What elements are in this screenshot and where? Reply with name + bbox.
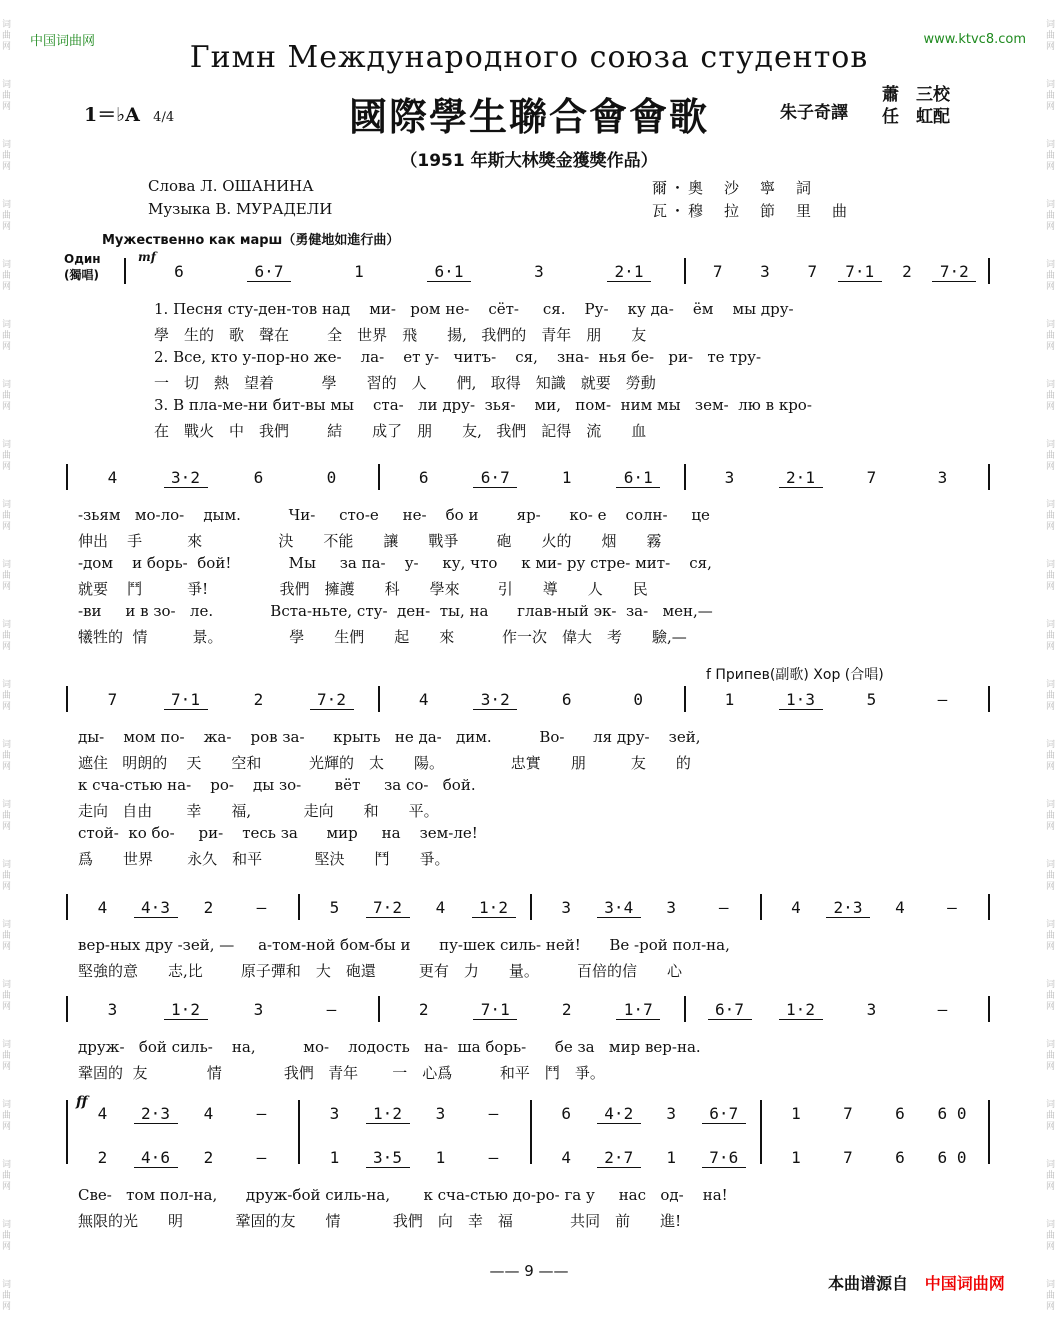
note: 3: [253, 1000, 264, 1019]
watermark-glyph: 曲: [2, 631, 12, 641]
note: 6·7: [473, 468, 517, 488]
watermark-glyph: 词: [2, 20, 12, 30]
note: 3: [329, 1104, 340, 1123]
note: 6: [895, 1104, 905, 1123]
title-chinese: 國際學生聯合會會歌: [348, 94, 709, 139]
lyric-line: 1. Песня сту-ден-тов над ми- ром не- сёт- ся. Ру- ку да- ём мы дру-: [154, 300, 794, 318]
subtitle: （1951 年斯大林獎金獲獎作品）: [400, 151, 658, 171]
barline: [988, 1100, 990, 1164]
watermark-glyph: 曲: [1046, 871, 1056, 881]
lyric-line: к сча-стью на- ро- ды зо- вёт за со- бой.: [78, 776, 476, 794]
watermark-glyph: 词: [1046, 1100, 1056, 1110]
watermark-glyph: 网: [2, 1182, 12, 1192]
words-credit-ru: Слова Л. ОШАНИНА: [148, 177, 314, 195]
barline: [988, 894, 990, 920]
note: 7·2: [366, 898, 410, 918]
note: 3·5: [366, 1148, 410, 1168]
watermark-glyph: 词: [2, 1040, 12, 1050]
watermark-glyph: 网: [2, 522, 12, 532]
watermark-glyph: 曲: [2, 1111, 12, 1121]
watermark-glyph: 曲: [2, 691, 12, 701]
lyric-line: 學 生的 歌 聲在 全 世界 飛 揚, 我們的 青年 朋 友: [154, 326, 647, 344]
watermark-glyph: 词: [2, 200, 12, 210]
note: 6·1: [616, 468, 660, 488]
note: 2: [561, 1000, 572, 1019]
watermark-glyph: 网: [1046, 522, 1056, 532]
watermark-glyph: 词: [1046, 80, 1056, 90]
watermark-glyph: 词: [2, 1280, 12, 1290]
watermark-glyph: 网: [2, 1122, 12, 1132]
watermark-glyph: 网: [1046, 642, 1056, 652]
watermark-glyph: 网: [1046, 102, 1056, 112]
note: 1·7: [616, 1000, 660, 1020]
barline: [378, 686, 380, 712]
site-watermark-left[interactable]: 中国词曲网: [30, 34, 96, 49]
watermark-glyph: 曲: [1046, 1051, 1056, 1061]
watermark-glyph: 词: [1046, 20, 1056, 30]
note: 4·2: [597, 1104, 641, 1124]
watermark-glyph: 网: [2, 1242, 12, 1252]
watermark-glyph: 网: [1046, 342, 1056, 352]
barline: [298, 894, 300, 920]
watermark-glyph: 词: [1046, 740, 1056, 750]
note: 6 0: [937, 1104, 967, 1123]
note: 2·1: [607, 262, 651, 282]
watermark-glyph: 曲: [1046, 511, 1056, 521]
barline: [66, 1100, 68, 1164]
watermark-glyph: 词: [2, 680, 12, 690]
tempo-marking: Мужественно как марш（勇健地如進行曲）: [102, 233, 400, 248]
note: 0: [326, 468, 337, 487]
note: —: [718, 898, 729, 917]
watermark-glyph: 网: [1046, 1122, 1056, 1132]
lyric-line: 一 切 熱 望着 學 習的 人 們, 取得 知識 就要 勞動: [154, 374, 656, 392]
lyric-line: 3. В пла-ме-ни бит-вы мы ста- ли дру- зья- ми, пом- ним мы зем- лю в кро-: [154, 396, 812, 414]
watermark-glyph: 词: [1046, 1220, 1056, 1230]
watermark-glyph: 网: [2, 282, 12, 292]
lyric-line: 在 戰火 中 我們 結 成了 朋 友, 我們 記得 流 血: [154, 422, 647, 440]
barline: [684, 258, 686, 284]
note: 1: [354, 262, 364, 281]
note: 7·2: [310, 690, 354, 710]
watermark-glyph: 词: [2, 860, 12, 870]
lyric-line: -зьям мо-ло- дым. Чи- сто-е не- бо и яр- ко- е солн- це: [78, 506, 710, 524]
note: 6: [561, 690, 572, 709]
translator: 朱子奇譯: [780, 103, 848, 123]
note: 3: [666, 898, 677, 917]
watermark-glyph: 网: [2, 702, 12, 712]
note: 2·1: [779, 468, 823, 488]
watermark-glyph: 曲: [2, 451, 12, 461]
note: 4·3: [134, 898, 178, 918]
watermark-glyph: 曲: [2, 511, 12, 521]
note: 1: [724, 690, 735, 709]
barline: [760, 894, 762, 920]
note: 6: [895, 1148, 905, 1167]
watermark-glyph: 词: [1046, 140, 1056, 150]
note: 7·1: [164, 690, 208, 710]
barline: [66, 894, 68, 920]
note: 1: [791, 1148, 801, 1167]
note: 2·3: [826, 898, 870, 918]
watermark-glyph: 曲: [2, 211, 12, 221]
watermark-glyph: 词: [1046, 440, 1056, 450]
note: —: [488, 1104, 499, 1123]
note: 1·2: [164, 1000, 208, 1020]
site-watermark-right[interactable]: www.ktvc8.com: [923, 32, 1026, 47]
note: 2: [253, 690, 264, 709]
watermark-glyph: 网: [1046, 822, 1056, 832]
watermark-glyph: 网: [2, 162, 12, 172]
watermark-glyph: 网: [1046, 882, 1056, 892]
note: 5: [866, 690, 877, 709]
watermark-glyph: 网: [2, 42, 12, 52]
watermark-glyph: 网: [2, 762, 12, 772]
note: 3: [666, 1104, 677, 1123]
barline: [988, 464, 990, 490]
lyric-line: вер-ных дру -зей, — а-том-ной бом-бы и пу-шек силь- ней! Ве -рой пол-на,: [78, 936, 730, 954]
note: —: [256, 1148, 267, 1167]
lyric-line: -ви и в зо- ле. Вста-ньте, сту- ден- ты, на глав-ный эк- за- мен,—: [78, 602, 713, 620]
watermark-glyph: 词: [1046, 200, 1056, 210]
note: 1·2: [472, 898, 516, 918]
note: 2: [203, 898, 214, 917]
watermark-glyph: 曲: [1046, 1291, 1056, 1301]
watermark-glyph: 曲: [2, 1231, 12, 1241]
note: 4: [561, 1148, 572, 1167]
note: 6 0: [937, 1148, 967, 1167]
watermark-glyph: 网: [2, 822, 12, 832]
barline: [988, 686, 990, 712]
lyric-line: 伸出 手 來 決 不能 讓 戰爭 砲 火的 烟 霧: [78, 532, 662, 550]
watermark-glyph: 曲: [2, 1171, 12, 1181]
watermark-glyph: 曲: [1046, 631, 1056, 641]
watermark-glyph: 词: [2, 1160, 12, 1170]
watermark-glyph: 网: [2, 882, 12, 892]
watermark-glyph: 网: [2, 582, 12, 592]
barline: [378, 996, 380, 1022]
note: 7: [712, 262, 723, 281]
note: 4·6: [134, 1148, 178, 1168]
note: 3: [760, 262, 770, 281]
note: —: [256, 1104, 267, 1123]
barline: [66, 464, 68, 490]
note: 4: [895, 898, 905, 917]
watermark-glyph: 词: [2, 560, 12, 570]
note: 6·7: [702, 1104, 746, 1124]
lyric-line: 遮住 明朗的 天 空和 光輝的 太 陽。 忠實 朋 友 的: [78, 754, 691, 772]
title-russian: Гимн Международного союза студентов: [189, 40, 869, 75]
barline: [298, 1100, 300, 1164]
note: 1: [666, 1148, 677, 1167]
watermark-glyph: 曲: [2, 811, 12, 821]
note: 4: [435, 898, 446, 917]
barline: [684, 464, 686, 490]
watermark-glyph: 曲: [1046, 991, 1056, 1001]
watermark-glyph: 网: [1046, 1302, 1056, 1312]
barline: [66, 996, 68, 1022]
note: 2·7: [597, 1148, 641, 1168]
watermark-glyph: 词: [1046, 500, 1056, 510]
watermark-glyph: 曲: [1046, 451, 1056, 461]
watermark-glyph: 曲: [2, 871, 12, 881]
watermark-glyph: 词: [2, 260, 12, 270]
words-credit-cn: 爾・奧 沙 寧 詞: [652, 179, 815, 197]
note: 3·4: [597, 898, 641, 918]
watermark-glyph: 词: [2, 500, 12, 510]
watermark-glyph: 曲: [1046, 1231, 1056, 1241]
lyric-line: 堅強的意 志,比 原子彈和 大 砲還 更有 力 量。 百倍的信 心: [78, 962, 682, 980]
watermark-glyph: 词: [1046, 860, 1056, 870]
watermark-glyph: 网: [2, 222, 12, 232]
music-credit-cn: 瓦・穆 拉 節 里 曲: [652, 202, 851, 220]
note: 7·1: [473, 1000, 517, 1020]
key-signature: 1＝♭A 4/4: [84, 104, 175, 126]
note: 3: [724, 468, 735, 487]
watermark-glyph: 曲: [1046, 1171, 1056, 1181]
note: 3: [435, 1104, 446, 1123]
note: 6: [174, 262, 184, 281]
watermark-glyph: 曲: [2, 271, 12, 281]
note: 4: [97, 898, 108, 917]
watermark-glyph: 网: [2, 342, 12, 352]
note: —: [937, 690, 948, 709]
note: 7: [843, 1104, 853, 1123]
note: 6: [418, 468, 429, 487]
watermark-glyph: 曲: [1046, 31, 1056, 41]
watermark-glyph: 词: [2, 320, 12, 330]
note: 7·2: [932, 262, 976, 282]
watermark-glyph: 曲: [1046, 571, 1056, 581]
note: 3: [561, 898, 572, 917]
note: 7: [866, 468, 877, 487]
watermark-glyph: 曲: [2, 91, 12, 101]
watermark-glyph: 词: [1046, 680, 1056, 690]
source-credit[interactable]: 本曲谱源自 中国词曲网: [828, 1274, 1005, 1293]
note: —: [937, 1000, 948, 1019]
lyric-line: Све- том пол-на, друж-бой силь-на, к сча-стью до-ро- га у нас од- на!: [78, 1186, 728, 1204]
note: 3·2: [164, 468, 208, 488]
watermark-glyph: 网: [1046, 762, 1056, 772]
watermark-glyph: 词: [2, 1220, 12, 1230]
barline: [684, 686, 686, 712]
note: 1: [561, 468, 572, 487]
watermark-glyph: 词: [2, 140, 12, 150]
note: 1·3: [779, 690, 823, 710]
watermark-glyph: 曲: [1046, 91, 1056, 101]
lyric-line: 鞏固的 友 情 我們 青年 一 心爲 和平 鬥 爭。: [78, 1064, 605, 1082]
watermark-glyph: 曲: [2, 1051, 12, 1061]
watermark-glyph: 网: [1046, 42, 1056, 52]
watermark-glyph: 网: [2, 102, 12, 112]
dynamic-mf: mf: [138, 250, 156, 264]
note: 4: [203, 1104, 214, 1123]
note: 4: [107, 468, 118, 487]
watermark-glyph: 词: [1046, 620, 1056, 630]
watermark-glyph: 网: [2, 1002, 12, 1012]
watermark-glyph: 网: [1046, 942, 1056, 952]
solo-label: Один (獨唱): [64, 252, 101, 282]
watermark-glyph: 词: [2, 1100, 12, 1110]
note: 3: [937, 468, 948, 487]
right-watermark-strip: [1042, 0, 1058, 1319]
watermark-glyph: 曲: [2, 391, 12, 401]
note: —: [947, 898, 957, 917]
barline: [684, 996, 686, 1022]
watermark-glyph: 曲: [1046, 211, 1056, 221]
note: 3·2: [473, 690, 517, 710]
watermark-glyph: 词: [1046, 560, 1056, 570]
note: 2·3: [134, 1104, 178, 1124]
watermark-glyph: 网: [1046, 162, 1056, 172]
watermark-glyph: 词: [1046, 320, 1056, 330]
note: 7: [107, 690, 118, 709]
lyric-line: 就要 鬥 爭! 我們 擁護 科 學來 引 導 人 民: [78, 580, 648, 598]
lyric-line: друж- бой силь- на, мо- лодость на- ша борь- бе за мир вер-на.: [78, 1038, 701, 1056]
note: 1·2: [779, 1000, 823, 1020]
note: 0: [633, 690, 644, 709]
watermark-glyph: 网: [2, 942, 12, 952]
watermark-glyph: 网: [2, 402, 12, 412]
watermark-glyph: 曲: [2, 571, 12, 581]
note: 3: [534, 262, 544, 281]
watermark-glyph: 曲: [2, 151, 12, 161]
note: 7: [843, 1148, 853, 1167]
watermark-glyph: 曲: [1046, 271, 1056, 281]
note: 6·7: [708, 1000, 752, 1020]
lyric-line: 犧牲的 情 景。 學 生們 起 來 作一次 偉大 考 驗,—: [78, 628, 687, 646]
note: 6: [561, 1104, 572, 1123]
watermark-glyph: 词: [1046, 920, 1056, 930]
watermark-glyph: 网: [1046, 1182, 1056, 1192]
watermark-glyph: 词: [2, 620, 12, 630]
note: 2: [97, 1148, 108, 1167]
note: 6·7: [247, 262, 291, 282]
watermark-glyph: 词: [2, 740, 12, 750]
note: 4: [791, 898, 801, 917]
barline: [530, 1100, 532, 1164]
barline: [988, 258, 990, 284]
note: —: [488, 1148, 499, 1167]
lyric-line: стой- ко бо- ри- тесь за мир на зем-ле!: [78, 824, 478, 842]
watermark-glyph: 网: [2, 1302, 12, 1312]
watermark-glyph: 词: [2, 920, 12, 930]
watermark-glyph: 网: [2, 642, 12, 652]
note: 1: [435, 1148, 446, 1167]
watermark-glyph: 网: [1046, 1062, 1056, 1072]
watermark-glyph: 曲: [2, 991, 12, 1001]
watermark-glyph: 网: [1046, 402, 1056, 412]
watermark-glyph: 词: [1046, 260, 1056, 270]
note: 6·1: [427, 262, 471, 282]
watermark-glyph: 曲: [2, 31, 12, 41]
lyric-line: -дом и борь- бой! Мы за па- у- ку, что к ми- ру стре- мит- ся,: [78, 554, 712, 572]
watermark-glyph: 词: [1046, 980, 1056, 990]
watermark-glyph: 曲: [1046, 391, 1056, 401]
proofreader-1: 蕭 三校 任 虹配: [882, 85, 950, 127]
watermark-glyph: 曲: [2, 331, 12, 341]
watermark-glyph: 网: [2, 1062, 12, 1072]
note: 4: [418, 690, 429, 709]
watermark-glyph: 曲: [1046, 151, 1056, 161]
note: 2: [418, 1000, 429, 1019]
chorus-label: f Припев(副歌) Хор (合唱): [706, 667, 884, 683]
watermark-glyph: 网: [1046, 462, 1056, 472]
page-number: —— 9 ——: [489, 1262, 569, 1280]
watermark-glyph: 曲: [2, 931, 12, 941]
watermark-glyph: 词: [1046, 1040, 1056, 1050]
watermark-glyph: 网: [1046, 1242, 1056, 1252]
watermark-glyph: 词: [1046, 1160, 1056, 1170]
lyric-line: 2. Все, кто у-пор-но же- ла- ет у- читъ- ся, зна- нья бе- ри- те тру-: [154, 348, 762, 366]
note: 7·6: [702, 1148, 746, 1168]
watermark-glyph: 网: [2, 462, 12, 472]
barline: [530, 894, 532, 920]
note: —: [256, 898, 267, 917]
lyric-line: 走向 自由 幸 福, 走向 和 平。: [78, 802, 439, 820]
watermark-glyph: 词: [1046, 1280, 1056, 1290]
watermark-glyph: 词: [2, 80, 12, 90]
barline: [988, 996, 990, 1022]
barline: [124, 258, 126, 284]
note: 2: [902, 262, 912, 281]
watermark-glyph: 曲: [1046, 691, 1056, 701]
watermark-glyph: 词: [1046, 800, 1056, 810]
watermark-glyph: 曲: [1046, 751, 1056, 761]
barline: [760, 1100, 762, 1164]
barline: [66, 686, 68, 712]
watermark-glyph: 曲: [1046, 1111, 1056, 1121]
note: 5: [329, 898, 340, 917]
dynamic-ff: ff: [76, 1094, 88, 1110]
note: 6: [253, 468, 264, 487]
note: 3: [107, 1000, 118, 1019]
watermark-glyph: 词: [2, 440, 12, 450]
watermark-glyph: 网: [1046, 582, 1056, 592]
watermark-glyph: 词: [2, 380, 12, 390]
watermark-glyph: 网: [1046, 282, 1056, 292]
note: 4: [97, 1104, 108, 1123]
watermark-glyph: 网: [1046, 1002, 1056, 1012]
note: 2: [203, 1148, 214, 1167]
watermark-glyph: 曲: [1046, 931, 1056, 941]
watermark-glyph: 曲: [2, 1291, 12, 1301]
note: 7·1: [838, 262, 882, 282]
lyric-line: 爲 世界 永久 和平 堅決 鬥 爭。: [78, 850, 450, 868]
watermark-glyph: 网: [1046, 702, 1056, 712]
note: 7: [807, 262, 818, 281]
lyric-line: ды- мом по- жа- ров за- крыть не да- дим. Во- ля дру- зей,: [78, 728, 701, 746]
watermark-glyph: 曲: [1046, 331, 1056, 341]
lyric-line: 無限的光 明 鞏固的友 情 我們 向 幸 福 共同 前 進!: [78, 1212, 682, 1230]
music-credit-ru: Музыка В. МУРАДЕЛИ: [148, 200, 333, 218]
left-watermark-strip: [0, 0, 16, 1319]
watermark-glyph: 词: [2, 800, 12, 810]
watermark-glyph: 曲: [1046, 811, 1056, 821]
watermark-glyph: 词: [2, 980, 12, 990]
note: —: [326, 1000, 337, 1019]
note: 3: [866, 1000, 877, 1019]
watermark-glyph: 网: [1046, 222, 1056, 232]
note: 1: [329, 1148, 340, 1167]
watermark-glyph: 词: [1046, 380, 1056, 390]
note: 1: [791, 1104, 801, 1123]
barline: [378, 464, 380, 490]
note: 1·2: [366, 1104, 410, 1124]
watermark-glyph: 曲: [2, 751, 12, 761]
